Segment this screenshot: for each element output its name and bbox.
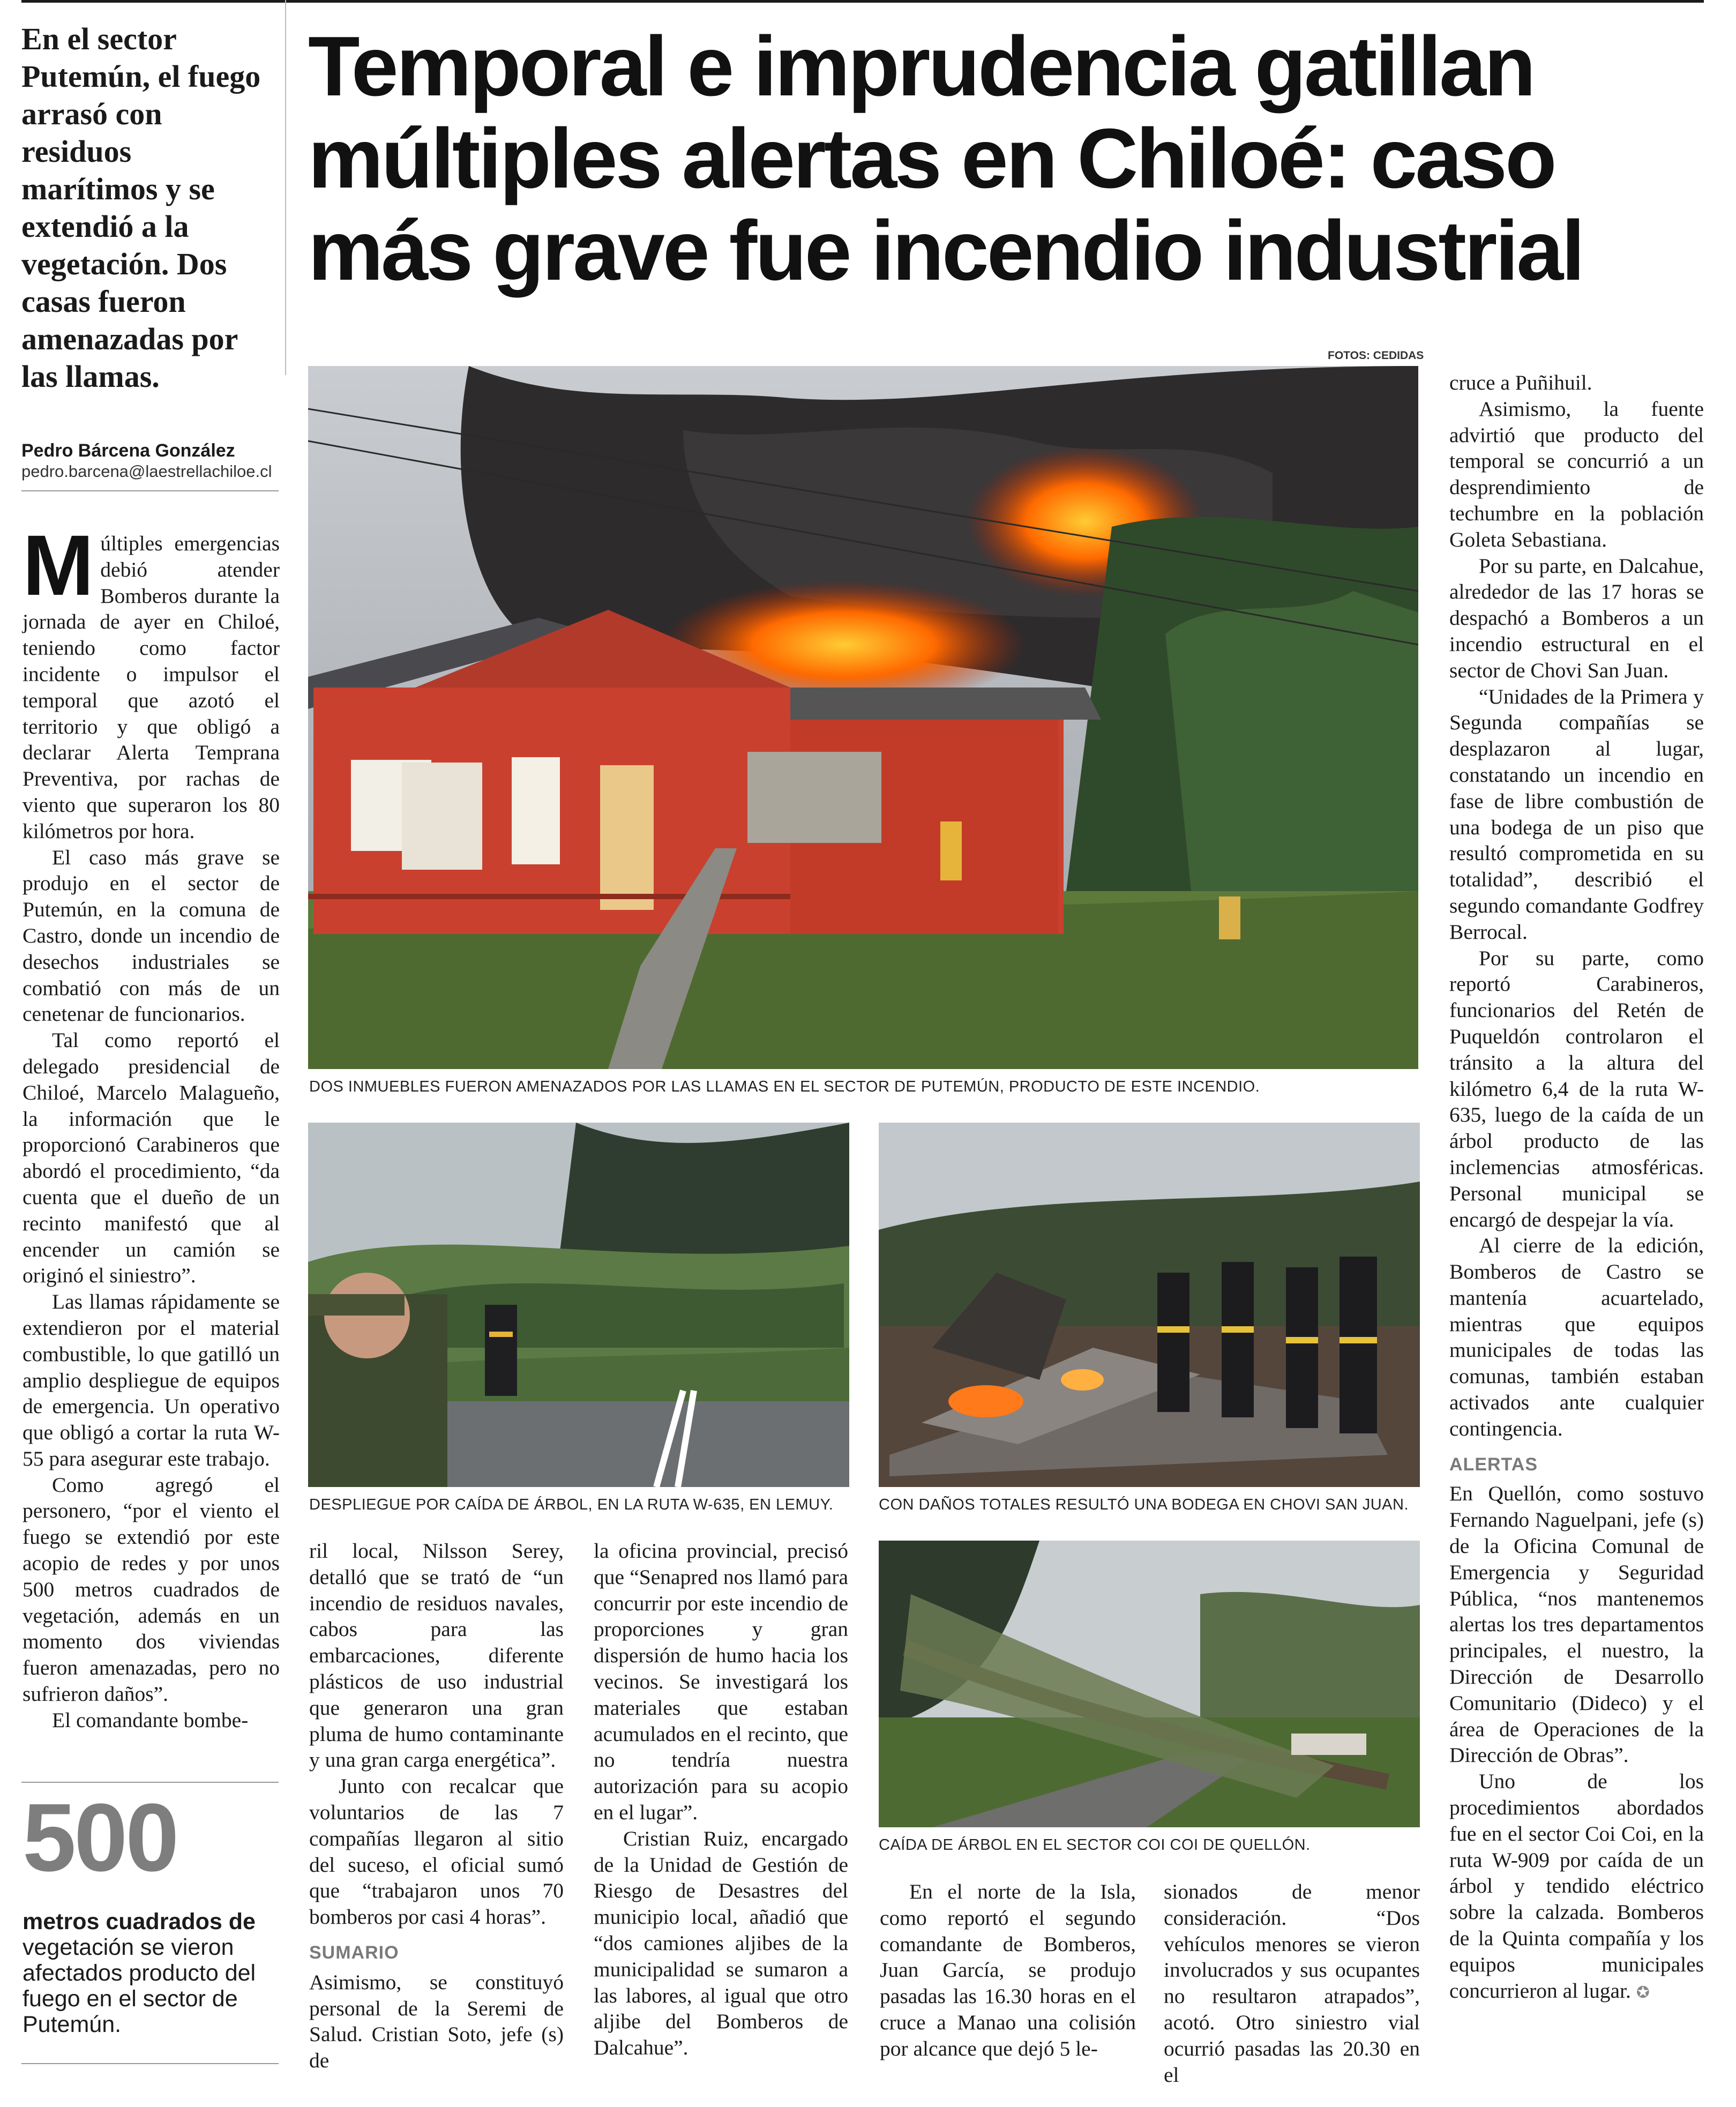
stat-label-rest: vegetación se vieron afectados producto del fuego en el sector de Putemún. <box>23 1934 256 2037</box>
caption-tree-quellon: CAÍDA DE ÁRBOL EN EL SECTOR COI COI DE QUELLÓN. <box>879 1836 1311 1854</box>
end-mark-icon: ✪ <box>1636 1983 1650 2001</box>
col1-paragraph-1: últiples emergencias debió atender Bomberos durante la jornada de ayer en Chiloé, teniendo como factor incidente o impulsor el temporal que azotó el territorio y que obligó a declarar Alerta Temprana Preventiva, por rachas de viento que superaron los 80 kilómetros por hora. <box>23 532 280 843</box>
col5-paragraph-1: sionados de menor consideración. “Dos vehículos menores se vieron involucrados y sus ocupantes no resultaron atrapados”, acotó. Otro siniestro vial ocurrió pasadas las 20.30 en el <box>1164 1880 1420 2087</box>
col4-paragraph-1: En el norte de la Isla, como reportó el segundo comandante de Bomberos, Juan García, se produjo pasadas las 16.30 horas en el cruce a Manao una colisión por alcance que dejó 5 le- <box>880 1880 1136 2060</box>
stat-bottom-rule <box>21 2063 279 2064</box>
body-column-6 <box>1449 370 1704 2006</box>
col6-paragraph-1: Asimismo, la fuente advirtió que producto del temporal se concurrió a un desprendimiento de techumbre en la población Goleta Sebastiana. <box>1449 397 1704 551</box>
byline-email[interactable]: pedro.barcena@laestrellachiloe.cl <box>21 462 272 481</box>
col1-paragraph-6: El comandante bombe- <box>52 1708 249 1732</box>
photo-bodega-chovi <box>879 1123 1420 1487</box>
col6-paragraph-0: cruce a Puñihuil. <box>1449 371 1592 394</box>
photo-credit: FOTOS: CEDIDAS <box>1328 349 1424 362</box>
col6-paragraph-6: En Quellón, como sostuvo Fernando Naguelpani, jefe (s) de la Oficina Comunal de Emergencia y Seguridad Pública, “nos mantenemos alertas los tres departamentos principales, el nuestro, la Dirección de Desarrollo Comunitario (Dideco) y el área de Operaciones de la Dirección de Obras”. <box>1449 1482 1704 1767</box>
col1-paragraph-4: Las llamas rápidamente se extendieron por el material combustible, lo que gatilló un amplio despliegue de equipos de emergencia. Un operativo que obligó a cortar la ruta W-55 para asegurar este trabajo. <box>23 1290 280 1470</box>
lede: En el sector Putemún, el fuego arrasó con residuos marítimos y se extendió a la vegetación. Dos casas fueron amenazadas por las llamas. <box>21 21 261 394</box>
stat-label-bold: metros cuadrados de <box>23 1909 256 1934</box>
body-column-3 <box>594 1538 848 2061</box>
col1-paragraph-2: El caso más grave se produjo en el sector de Putemún, en la comuna de Castro, donde un incendio de desechos industriales se combatió con más de un cenetenar de funcionarios. <box>23 845 280 1026</box>
subhead-sumario: SUMARIO <box>309 1942 399 1963</box>
body-column-4 <box>880 1879 1136 2062</box>
caption-tree-lemuy: DESPLIEGUE POR CAÍDA DE ÁRBOL, EN LA RUTA W-635, EN LEMUY. <box>309 1496 834 1513</box>
col6-paragraph-5: Al cierre de la edición, Bomberos de Castro se mantenía acuartelado, mientras que equipos municipales de todas las comunas, también estaban activados ante cualquier contingencia. <box>1449 1234 1704 1440</box>
body-column-5 <box>1164 1879 1420 2088</box>
col6-paragraph-4: Por su parte, como reportó Carabineros, funcionarios del Retén de Puqueldón controlaron el tránsito a la altura del kilómetro 6,4 de la ruta W-635, luego de la caída de un árbol producto de las inclemencias atmosféricas. Personal municipal se encargó de despejar la vía. <box>1449 946 1704 1231</box>
top-rule <box>21 0 1704 3</box>
stat-label <box>23 1909 274 2037</box>
column-separator <box>285 0 286 375</box>
body-column-1 <box>23 517 280 1734</box>
stat-number: 500 <box>23 1784 177 1892</box>
col2-paragraph-2: Junto con recalcar que voluntarios de las 7 compañías llegaron al sitio del suceso, el oficial sumó que “trabajaron unos 70 bomberos por casi 4 horas”. <box>309 1774 564 1929</box>
headline: Temporal e imprudencia gatillan múltiples alertas en Chiloé: caso más grave fue incendio industrial <box>308 19 1583 298</box>
col2-paragraph-1: ril local, Nilsson Serey, detalló que se trató de “un incendio de residuos navales, cabos para las embarcaciones, diferente plásticos de uso industrial que generaron una gran pluma de humo contaminante y una gran carga energética”. <box>309 1539 564 1772</box>
subhead-alertas: ALERTAS <box>1449 1454 1538 1475</box>
main-photo-house-fire <box>308 366 1418 1069</box>
col3-paragraph-2: Cristian Ruiz, encargado de la Unidad de Gestión de Riesgo de Desastres del municipio local, añadió que “dos camiones aljibes de la municipalidad se sumaron a las labores, al igual que otro aljibe del Bomberos de Dalcahue”. <box>594 1826 848 2060</box>
caption-bodega: CON DAÑOS TOTALES RESULTÓ UNA BODEGA EN CHOVI SAN JUAN. <box>879 1496 1409 1513</box>
stat-top-rule <box>21 1782 279 1783</box>
drop-cap: M <box>23 517 94 613</box>
col6-paragraph-7: Uno de los procedimientos abordados fue en el sector Coi Coi, en la ruta W-909 por caída de un árbol y tendido eléctrico sobre la calzada. Bomberos de la Quinta compañía y los equipos municipales concurrieron al lugar. <box>1449 1769 1704 2003</box>
col6-paragraph-3: “Unidades de la Primera y Segunda compañías se desplazaron al lugar, constatando un incendio en fase de libre combustión de una bodega de un piso que resultó comprometida en su totalidad”, describió el segundo comandante Godfrey Berrocal. <box>1449 684 1704 944</box>
body-column-2 <box>309 1538 564 2074</box>
byline-rule <box>21 490 279 491</box>
photo-tree-quellon <box>879 1541 1420 1827</box>
col1-paragraph-5: Como agregó el personero, “por el viento el fuego se extendió por este acopio de redes y por unos 500 metros cuadrados de vegetación, además en un momento dos viviendas fueron amenazadas, pero no sufrieron daños”. <box>23 1473 280 1706</box>
photo-tree-lemuy <box>308 1123 849 1487</box>
caption-main: DOS INMUEBLES FUERON AMENAZADOS POR LAS LLAMAS EN EL SECTOR DE PUTEMÚN, PRODUCTO DE ESTE INCENDIO. <box>309 1078 1260 1095</box>
col1-paragraph-3: Tal como reportó el delegado presidencial de Chiloé, Marcelo Malagueño, la información que le proporcionó Carabineros que abordó el procedimiento, “da cuenta que el dueño de un recinto manifestó que al encender un camión se originó el siniestro”. <box>23 1028 280 1288</box>
col2-paragraph-3: Asimismo, se constituyó personal de la Seremi de Salud. Cristian Soto, jefe (s) de <box>309 1970 564 2073</box>
byline-name: Pedro Bárcena González <box>21 440 235 461</box>
col6-paragraph-2: Por su parte, en Dalcahue, alrededor de las 17 horas se despachó a Bomberos a un incendio estructural en el sector de Chovi San Juan. <box>1449 554 1704 682</box>
col3-paragraph-1: la oficina provincial, precisó que “Senapred nos llamó para concurrir por este incendio de proporciones y gran dispersión de humo hacia los vecinos. Se investigará los materiales que estaban acumulados en el recinto, que no tendría nuestra autorización para su acopio en el lugar”. <box>594 1539 848 1824</box>
